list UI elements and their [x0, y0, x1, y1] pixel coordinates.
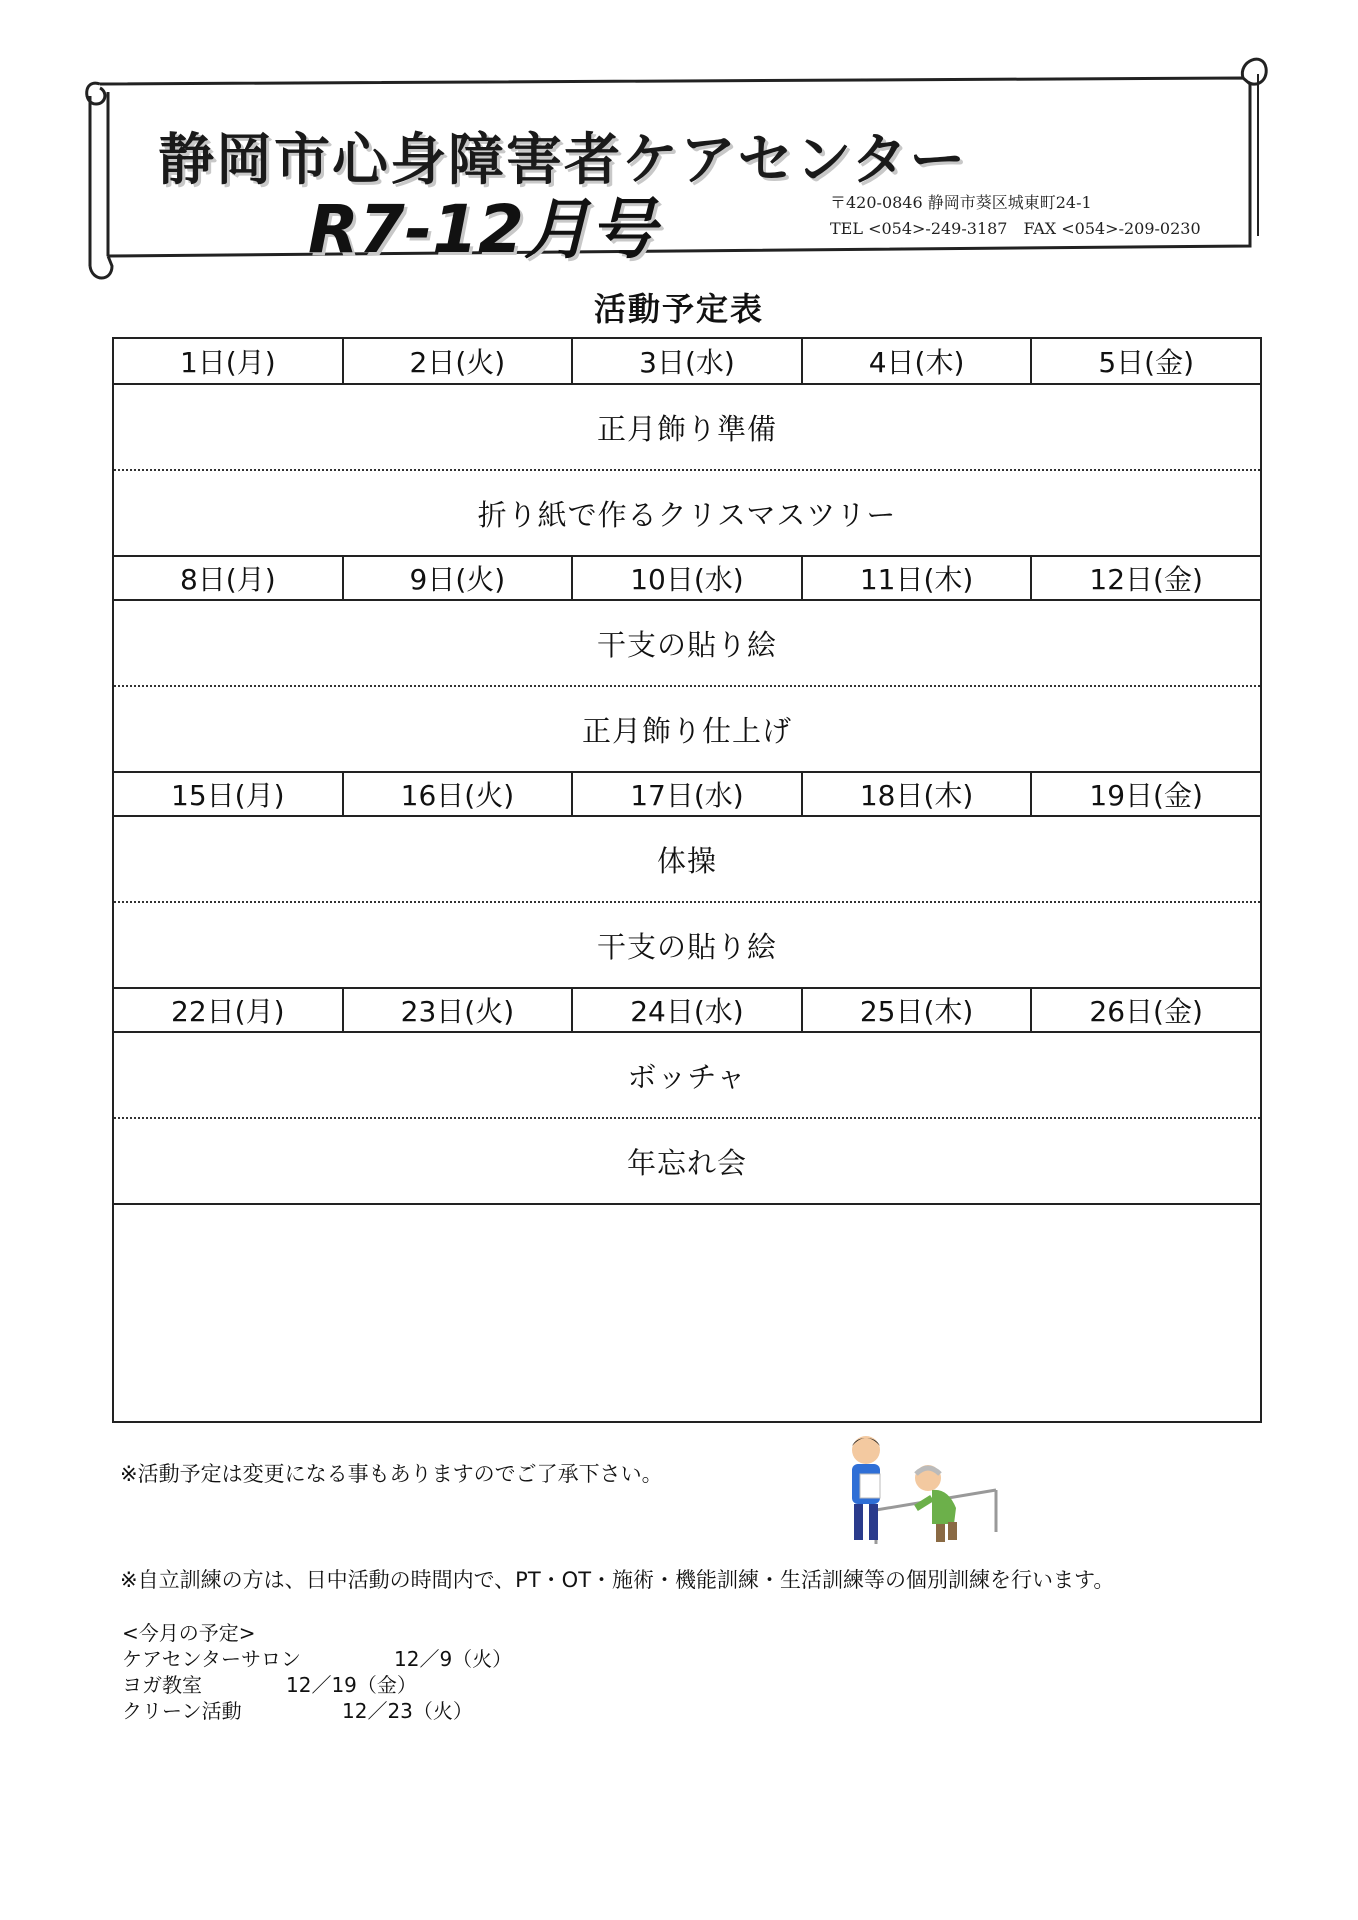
rehab-illustration-icon [836, 1428, 1016, 1546]
blank-notes-box [114, 1203, 1260, 1421]
activity-row: 干支の貼り絵 [596, 929, 777, 964]
issue-label: R7-12月号 [308, 191, 656, 268]
center-name: 静岡市心身障害者ケアセンター [158, 128, 968, 193]
activity-row: 年忘れ会 [626, 1145, 747, 1180]
day-cell: 5日(金) [1098, 346, 1194, 379]
event-name: ケアセンターサロン [122, 1647, 301, 1671]
day-cell: 3日(水) [573, 339, 803, 383]
day-cell: 23日(火) [344, 989, 574, 1031]
address: 〒420-0846 静岡市葵区城東町24-1 [830, 193, 1092, 212]
day-cell: 1日(月) [114, 339, 344, 383]
day-cell: 26日(金) [1089, 995, 1203, 1028]
event-name: クリーン活動 [122, 1699, 242, 1723]
day-cell: 17日(水) [573, 773, 803, 815]
day-cell: 15日(月) [114, 773, 344, 815]
day-cell: 22日(月) [114, 989, 344, 1031]
event-date: 12／19（金） [286, 1673, 417, 1697]
header-banner [78, 56, 1276, 288]
event-name: ヨガ教室 [122, 1673, 202, 1697]
day-cell: 4日(木) [803, 339, 1033, 383]
day-cell: 18日(木) [803, 773, 1033, 815]
activity-row: 正月飾り準備 [114, 385, 1260, 471]
activity-row: 体操 [114, 817, 1260, 903]
activity-row: 折り紙で作るクリスマスツリー [477, 497, 897, 532]
contact-block [830, 190, 1240, 242]
day-cell: 25日(木) [803, 989, 1033, 1031]
monthly-event [122, 1672, 512, 1698]
day-cell: 9日(火) [344, 557, 574, 599]
monthly-heading: <今月の予定> [122, 1621, 256, 1645]
day-cell: 12日(金) [1089, 563, 1203, 596]
week-2-days [114, 555, 1260, 601]
monthly-event [122, 1646, 512, 1672]
monthly-plan [122, 1620, 512, 1724]
schedule-title: 活動予定表 [593, 290, 764, 328]
change-notice: ※活動予定は変更になる事もありますのでご了承下さい。 [120, 1462, 663, 1486]
schedule-table [112, 337, 1262, 1423]
event-date: 12／23（火） [342, 1699, 473, 1723]
week-1-days [114, 339, 1260, 385]
day-cell: 16日(火) [344, 773, 574, 815]
event-date: 12／9（火） [394, 1647, 513, 1671]
day-cell: 24日(水) [573, 989, 803, 1031]
day-cell: 19日(金) [1089, 779, 1203, 812]
monthly-event [122, 1698, 512, 1724]
training-notice: ※自立訓練の方は、日中活動の時間内で、PT・OT・施術・機能訓練・生活訓練等の個別訓練を行います。 [120, 1568, 1115, 1592]
activity-row: ボッチャ [114, 1033, 1260, 1119]
week-3-days [114, 771, 1260, 817]
day-cell: 2日(火) [344, 339, 574, 383]
activity-row: 干支の貼り絵 [114, 601, 1260, 687]
activity-row: 正月飾り仕上げ [581, 713, 792, 748]
day-cell: 11日(木) [803, 557, 1033, 599]
day-cell: 10日(水) [573, 557, 803, 599]
week-4-days [114, 987, 1260, 1033]
day-cell: 8日(月) [114, 557, 344, 599]
phone-fax: TEL <054>-249-3187 FAX <054>-209-0230 [830, 219, 1201, 238]
